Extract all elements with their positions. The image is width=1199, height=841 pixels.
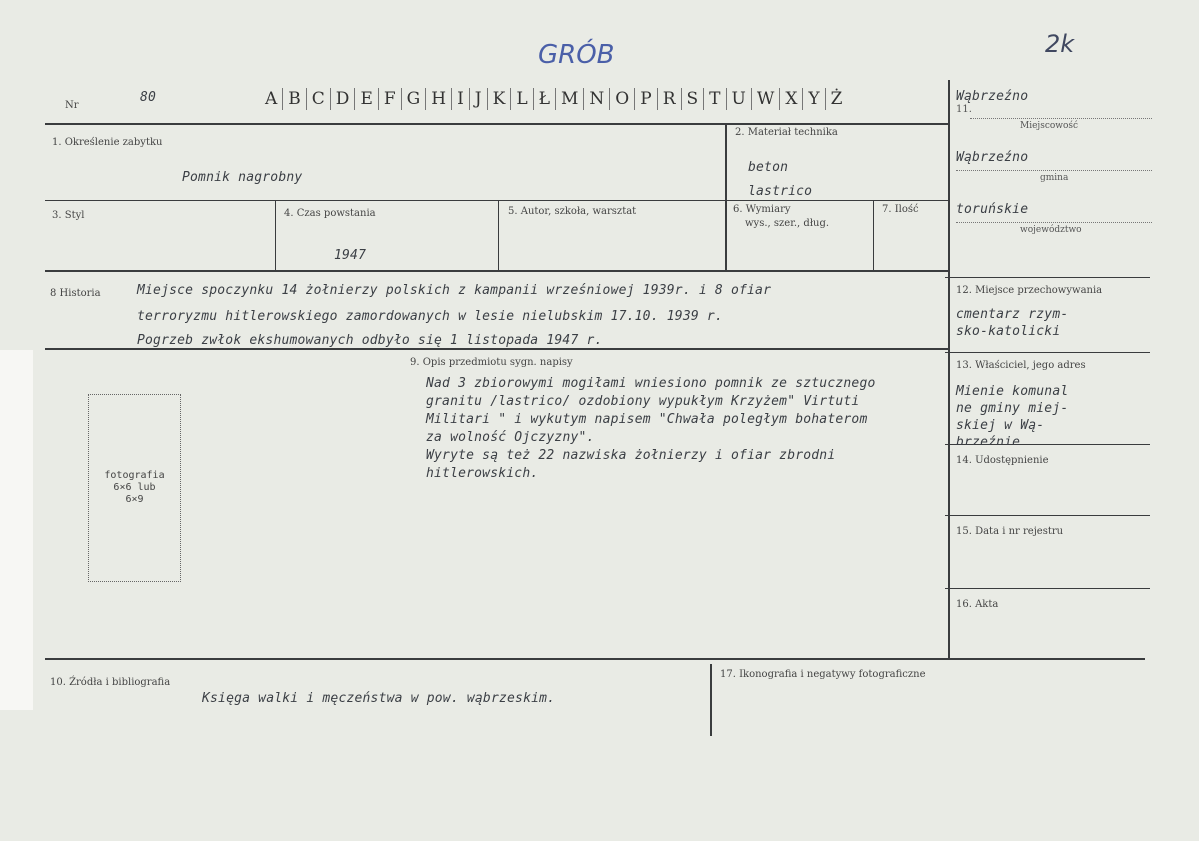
f17-label: 17. Ikonografia i negatywy fotograficzne	[720, 669, 926, 680]
rule-vertical-f5	[498, 200, 499, 270]
place-value: Wąbrzeźno	[956, 89, 1029, 104]
voivodeship-caption: województwo	[1020, 225, 1082, 235]
field-11-label: 11.	[956, 104, 972, 115]
f1-value: Pomnik nagrobny	[182, 170, 303, 185]
handwritten-mark: 2k	[1045, 30, 1075, 58]
f8-line: terroryzmu hitlerowskiego zamordowanych w lesie nielubskim 17.10. 1939 r.	[137, 309, 723, 324]
rule-right-13	[945, 352, 1150, 353]
f12-line: cmentarz rzym-	[956, 307, 1069, 322]
gmina-value: Wąbrzeźno	[956, 150, 1029, 165]
scanner-edge-strip	[0, 350, 33, 710]
letter: J	[470, 88, 488, 110]
f8-label: 8 Historia	[50, 288, 101, 299]
rule-right-15	[945, 515, 1150, 516]
letter: W	[752, 88, 780, 110]
f8-line: Pogrzeb zwłok ekshumowanych odbyło się 1 listopada 1947 r.	[137, 333, 603, 348]
letter: I	[452, 88, 470, 110]
f13-line: skiej w Wą-	[956, 418, 1045, 433]
rule-header	[45, 123, 948, 125]
photo-caption-line: 6×9	[125, 494, 144, 505]
f9-line: za wolność Ojczyzny".	[426, 430, 595, 445]
letter: L	[511, 88, 533, 110]
rule-vertical-f4	[275, 200, 276, 270]
rule-vertical-f7	[873, 200, 874, 270]
f13-label: 13. Właściciel, jego adres	[956, 360, 1086, 371]
f13-line: ne gminy miej-	[956, 401, 1069, 416]
f9-label: 9. Opis przedmiotu sygn. napisy	[410, 357, 573, 368]
rule-row3	[45, 270, 948, 272]
letter: D	[331, 88, 356, 110]
f6-sub: wys., szer., dług.	[745, 218, 830, 229]
rule-right-16	[945, 588, 1150, 589]
rule-row2	[45, 200, 948, 201]
gmina-caption: gmina	[1040, 173, 1069, 183]
f12-label: 12. Miejsce przechowywania	[956, 285, 1103, 296]
letter: E	[355, 88, 378, 110]
f15-label: 15. Data i nr rejestru	[956, 526, 1064, 537]
letter-index	[260, 88, 847, 110]
letter: G	[402, 88, 427, 110]
f9-line: Nad 3 zbiorowymi mogiłami wniesiono pomnik ze sztucznego	[426, 376, 876, 391]
rule-bottom	[45, 658, 1145, 660]
f12-line: sko-katolicki	[956, 324, 1061, 339]
f3-label: 3. Styl	[52, 210, 85, 221]
letter: Ł	[534, 88, 556, 110]
f2-value-2: lastrico	[748, 184, 813, 198]
rule-vertical-f17	[710, 664, 712, 736]
handwritten-title: GRÓB	[538, 40, 615, 70]
voivodeship-value: toruńskie	[956, 202, 1029, 217]
f2-value-1: beton	[748, 160, 789, 175]
f2-label: 2. Materiał technika	[735, 127, 838, 138]
f8-line: Miejsce spoczynku 14 żołnierzy polskich z kampanii wrześniowej 1939r. i 8 ofiar	[137, 283, 772, 298]
f4-label: 4. Czas powstania	[284, 208, 376, 219]
nr-label: Nr	[65, 100, 79, 111]
letter: B	[283, 88, 307, 110]
letter: C	[307, 88, 331, 110]
f13-line: brzeźnie	[956, 435, 1021, 445]
f10-value: Księga walki i męczeństwa w pow. wąbrzeskim.	[202, 691, 556, 706]
f5-label: 5. Autor, szkoła, warsztat	[508, 206, 637, 217]
letter: T	[704, 88, 726, 110]
letter: F	[379, 88, 402, 110]
photo-caption	[88, 470, 181, 506]
f9-line: granitu /lastrico/ ozdobiony wypukłym Krzyżem" Virtuti	[426, 394, 860, 409]
f9-line: Militari " i wykutym napisem "Chwała poległym bohaterom	[426, 412, 868, 427]
letter: Y	[803, 88, 825, 110]
nr-value: 80	[140, 90, 157, 105]
rule-vertical-right	[948, 80, 950, 658]
letter: P	[635, 88, 657, 110]
letter: Ż	[830, 89, 843, 109]
rule-right-12	[945, 277, 1150, 278]
letter: H	[426, 88, 452, 110]
f16-label: 16. Akta	[956, 599, 999, 610]
letter: A	[260, 88, 283, 110]
photo-caption-line: 6×6 lub	[113, 482, 156, 493]
letter: O	[610, 88, 635, 110]
rule-row4	[45, 348, 948, 350]
voivodeship-dotted-line	[956, 222, 1152, 223]
f9-line: hitlerowskich.	[426, 466, 539, 481]
letter: S	[682, 88, 705, 110]
f13-line: Mienie komunal	[956, 384, 1069, 399]
letter: K	[488, 88, 512, 110]
f1-label: 1. Określenie zabytku	[52, 137, 163, 148]
letter: U	[727, 88, 752, 110]
letter: R	[658, 88, 682, 110]
place-dotted-line	[970, 118, 1152, 119]
f7-label: 7. Ilość	[882, 204, 919, 215]
f14-label: 14. Udostępnienie	[956, 455, 1049, 466]
f6-label: 6. Wymiary	[733, 204, 791, 215]
f10-label: 10. Źródła i bibliografia	[50, 677, 171, 688]
letter: X	[780, 88, 803, 110]
letter: N	[584, 88, 610, 110]
gmina-dotted-line	[956, 170, 1152, 171]
f4-value: 1947	[334, 248, 367, 263]
letter: M	[556, 88, 584, 110]
f9-line: Wyryte są też 22 nazwiska żołnierzy i ofiar zbrodni	[426, 448, 836, 463]
photo-caption-line: fotografia	[104, 470, 165, 481]
place-caption: Miejscowość	[1020, 121, 1079, 131]
rule-vertical-f2	[725, 123, 727, 271]
